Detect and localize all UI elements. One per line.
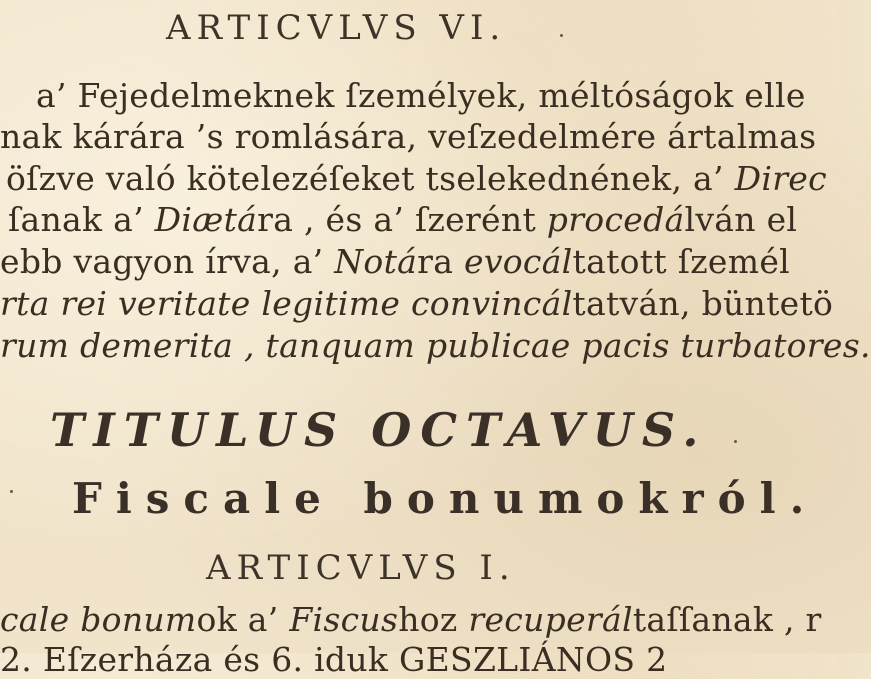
italic-span: Notá: [334, 242, 418, 281]
text-span: rum demerita , tanquam publicae pacis turbatores.: [0, 326, 871, 365]
text-span: ebb vagyon írva, a’: [0, 242, 335, 281]
text-span: taſſanak , r: [632, 600, 822, 639]
text-span: hoz: [398, 600, 469, 639]
paragraph-line-1: [36, 76, 806, 115]
paragraph-line-4: [8, 200, 797, 239]
paragraph-line-7: [0, 326, 871, 365]
italic-span: Diætá: [154, 200, 258, 239]
paragraph-line-2: [0, 117, 816, 156]
text-span: nak kárára ’s romlására, veſzedelmére ártalmas: [0, 117, 817, 156]
article-heading-i: ARTICVLVS I.: [206, 548, 516, 588]
title-octavus: TITULUS OCTAVUS.: [50, 403, 708, 457]
paragraph-line-3: [6, 159, 827, 198]
italic-span: evocál: [463, 242, 573, 281]
text-span: ſanak a’: [8, 200, 155, 239]
cut-off-line: 2. Eſzerháza és 6. iduk GESZLIÁNOS 2: [0, 640, 668, 679]
text-span: ra: [417, 242, 464, 281]
italic-span: cale bonum: [0, 600, 197, 639]
italic-span: Fiscus: [289, 600, 399, 639]
paragraph-line-6: [0, 284, 833, 323]
text-span: ok a’: [196, 600, 290, 639]
italic-span: Direc: [734, 159, 827, 198]
text-span: lván el: [684, 200, 798, 239]
italic-span: procedá: [546, 200, 685, 239]
text-span: a’ Fejedelmeknek ſzemélyek, méltóságok elle: [36, 76, 806, 115]
text-span: tatott ſzemél: [572, 242, 791, 281]
ink-speck: [10, 490, 13, 493]
text-span: ra , és a’ ſzerént: [257, 200, 547, 239]
italic-span: rta rei veritate legitime convincál: [0, 284, 573, 323]
text-span: öſzve való kötelezéſeket tselekednének, a’: [6, 159, 735, 198]
subtitle-fiscale: Fiscale bonumokról.: [72, 474, 819, 523]
ink-speck: [734, 440, 737, 443]
paragraph-line-5: [0, 242, 790, 281]
ink-speck: [560, 34, 563, 37]
last-line: [0, 600, 822, 639]
article-heading-vi: ARTICVLVS VI.: [166, 8, 507, 48]
text-span: tatván, büntetö: [572, 284, 834, 323]
italic-span: recuperál: [468, 600, 633, 639]
